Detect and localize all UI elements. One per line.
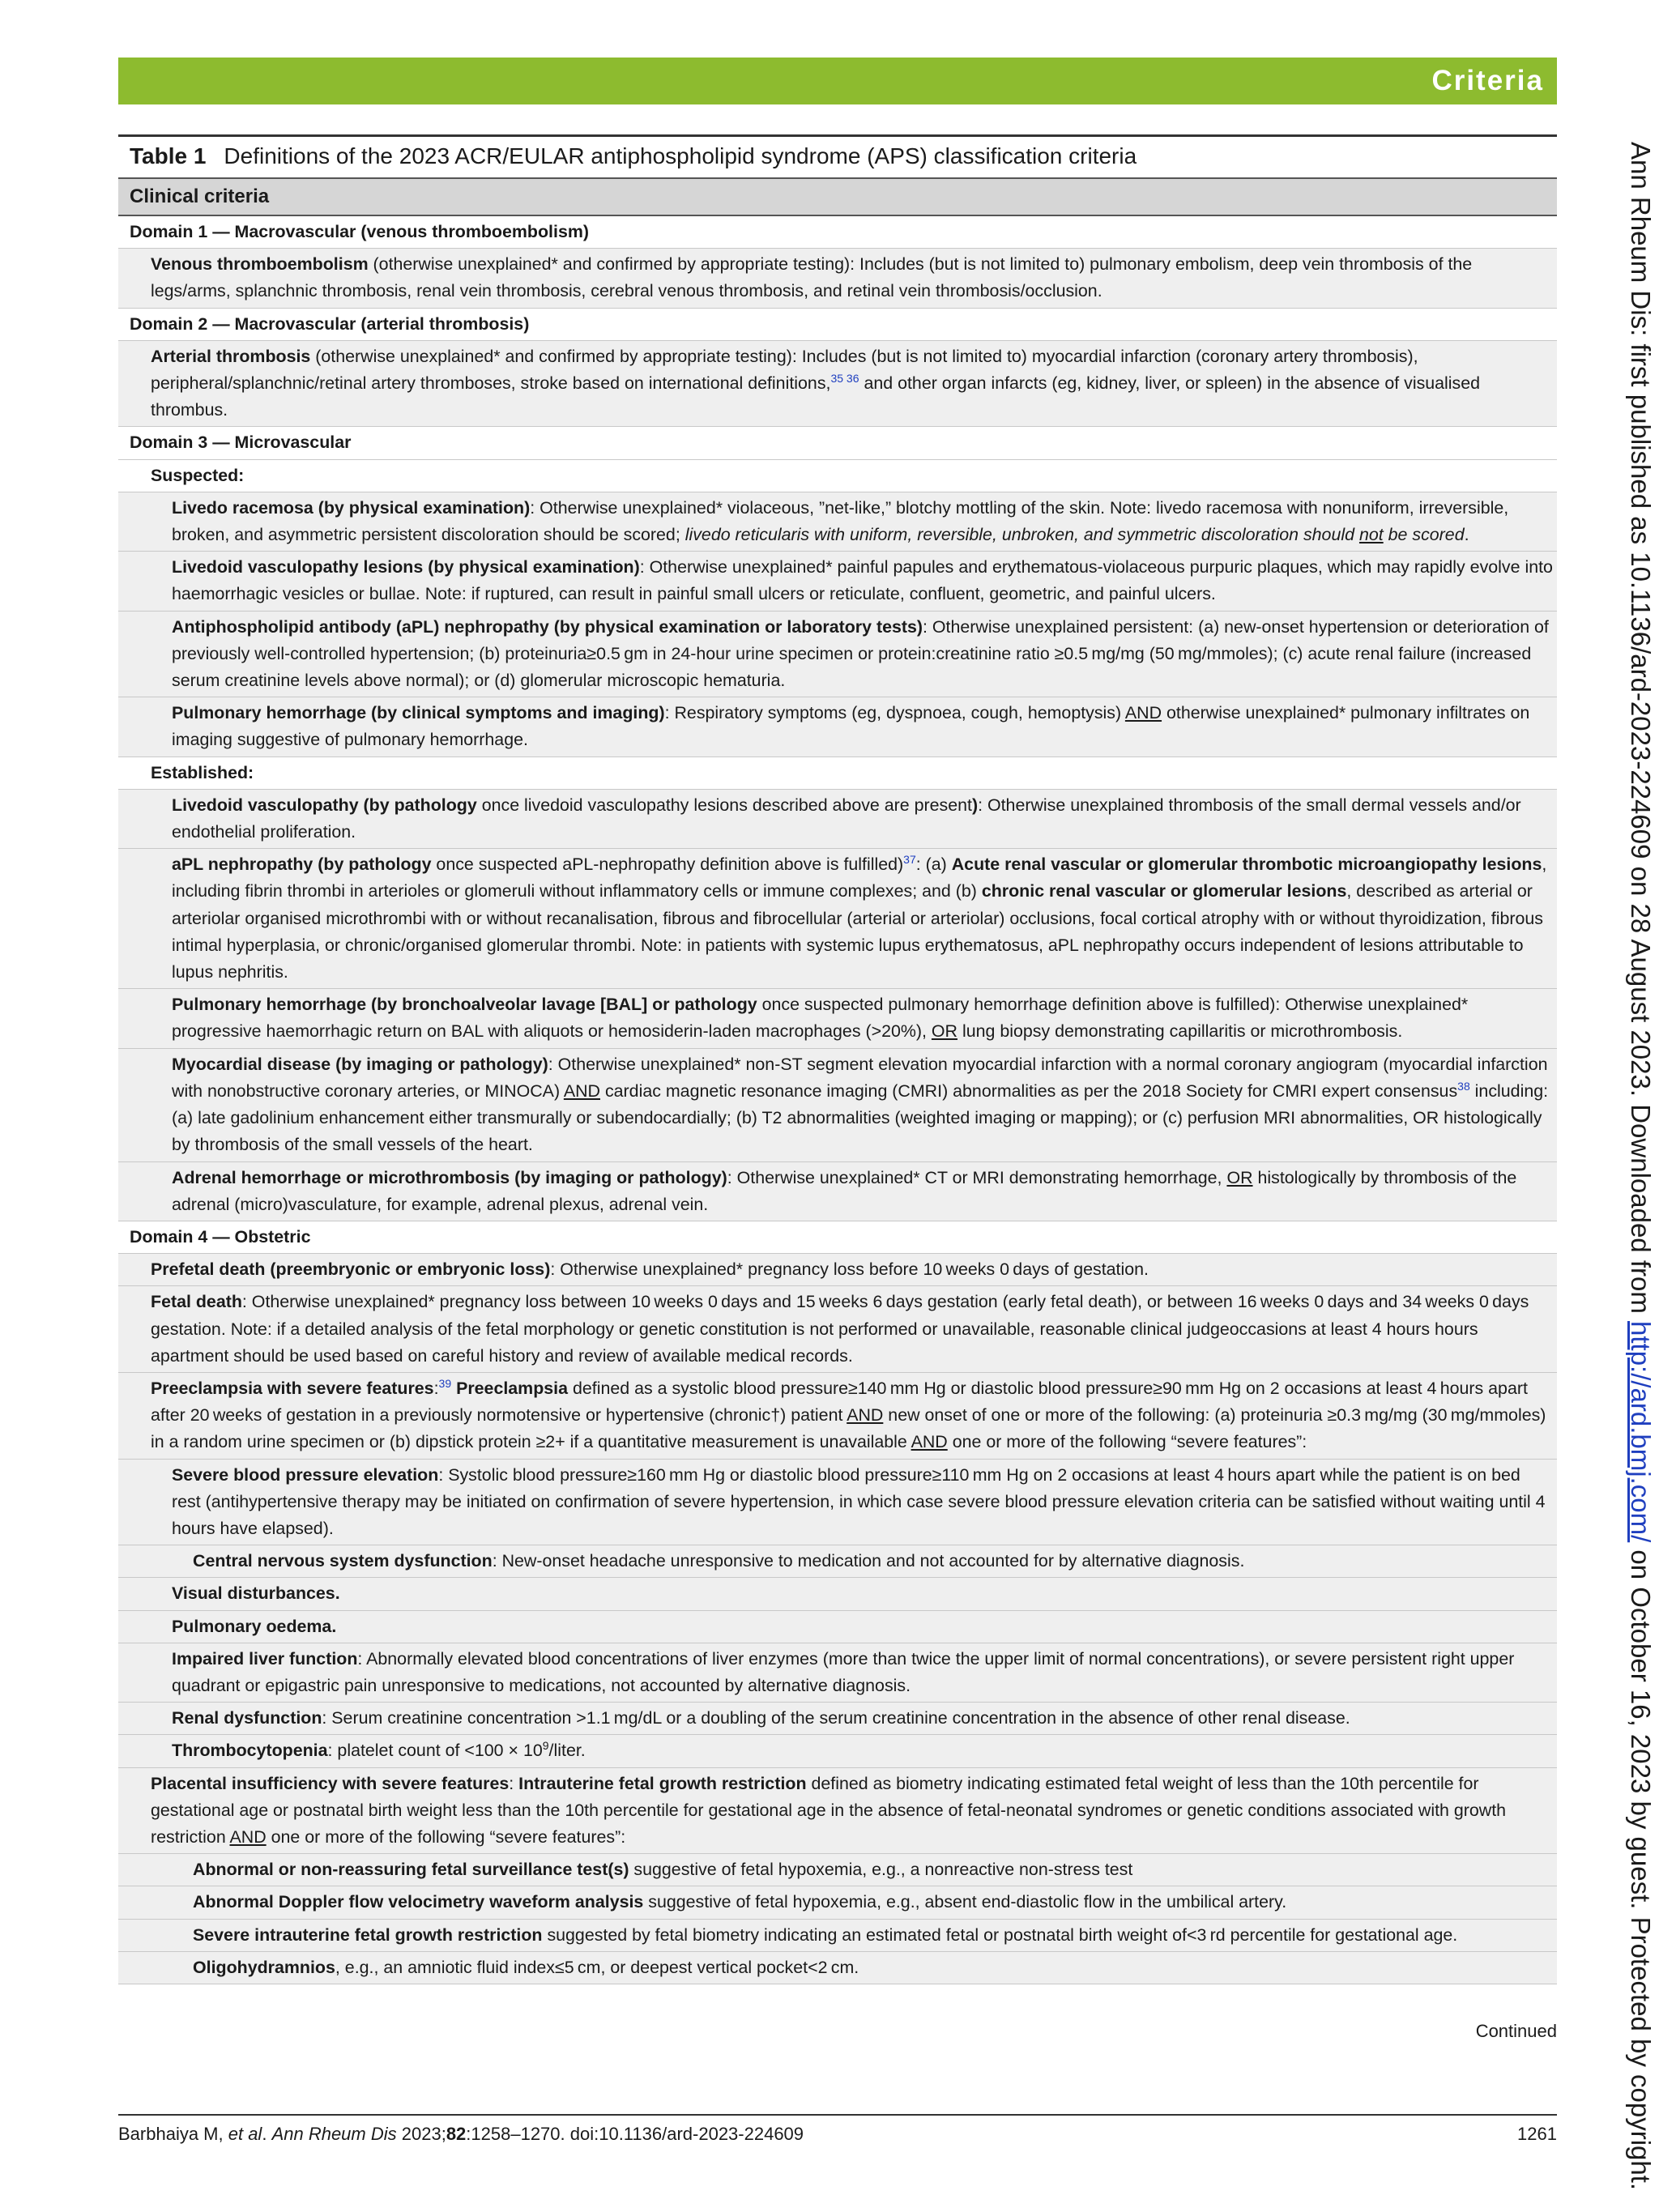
copyright-sidebar [1624, 142, 1659, 2191]
domain-1-heading: Domain 1 — Macrovascular (venous thromboembolism) [118, 216, 1557, 249]
conjunction-and-2: AND [911, 1432, 948, 1452]
feature-severe-iugr [118, 1920, 1557, 1952]
definition: : Otherwise unexplained* CT or MRI demonstrating hemorrhage, [727, 1167, 1227, 1187]
sidebar-text-before: Ann Rheum Dis: first published as 10.1136/ard-2023-224609 on 28 August 2023. Downloaded from [1626, 142, 1656, 1321]
definition-cont-3: , described as arterial or arteriolar organised microthrombi with or without recanalisation, fibrous and fibrocellular (arterial or arteriolar) occlusions, focal cortical atrophy with or without thyroidization, fibrous intimal hyperplasia, or chronic/organised glomerular thrombi. Note: in patients with systemic lupus erythematosus, aPL nephropathy occurs independent of lesions attributable to lupus nephritis. [172, 881, 1543, 982]
domain-4-heading: Domain 4 — Obstetric [118, 1221, 1557, 1254]
definition-cont: lung biopsy demonstrating capillaritis or microthrombosis. [957, 1021, 1403, 1042]
definition: once suspected pulmonary hemorrhage definition above is fulfilled): Otherwise unexplained* progressive haemorrhagic return on BAL with aliquots or hemosiderin-laden macrophages (>20%), [172, 995, 1469, 1042]
citation-sep: . [262, 2124, 272, 2144]
feature-cns-dysfunction [118, 1545, 1557, 1578]
reference-link[interactable]: 39 [438, 1376, 452, 1390]
term: Thrombocytopenia [172, 1741, 328, 1761]
term: aPL nephropathy (by pathology [172, 855, 432, 875]
criterion-apl-nephropathy-established [118, 849, 1557, 989]
definition-cont-2: one or more of the following “severe features”: [947, 1432, 1307, 1452]
criterion-arterial-thrombosis [118, 341, 1557, 428]
criterion-livedoid-lesions [118, 552, 1557, 611]
definition: (otherwise unexplained* and confirmed by appropriate testing): Includes (but is not limited to) pulmonary embolism, deep vein thrombosis of the legs/arms, splanchnic thrombosis, renal vein thrombosis, cerebral venous thrombosis, and retinal vein thrombosis/occlusion. [151, 254, 1473, 301]
definition: suggested by fetal biometry indicating an estimated fetal or postnatal birth weight of<3 rd percentile for gestational age. [542, 1924, 1458, 1945]
sidebar-text-after: on October 16, 2023 by guest. Protected by copyright. [1626, 1542, 1656, 2191]
feature-severe-bp [118, 1460, 1557, 1546]
criterion-placental-insufficiency [118, 1768, 1557, 1855]
feature-pulmonary-oedema: Pulmonary oedema. [118, 1611, 1557, 1643]
definition: : Otherwise unexplained* non-ST segment elevation myocardial infarction with a normal coronary angiogram (myocardial infarction with nonobstructive coronary arteries, or MINOCA) [172, 1054, 1548, 1101]
criterion-pulmonary-hemorrhage-established [118, 989, 1557, 1048]
term: Livedoid vasculopathy (by pathology [172, 795, 477, 815]
term: Fetal death [151, 1292, 242, 1312]
definition: suggestive of fetal hypoxemia, e.g., a nonreactive non-stress test [629, 1860, 1133, 1880]
conjunction-and: AND [847, 1405, 884, 1426]
domain-2-heading: Domain 2 — Macrovascular (arterial thrombosis) [118, 309, 1557, 341]
feature-abnormal-surveillance [118, 1854, 1557, 1886]
table-header: Clinical criteria [118, 177, 1557, 216]
term: Severe intrauterine fetal growth restriction [193, 1924, 543, 1945]
term: Oligohydramnios [193, 1957, 335, 1977]
citation-etal: et al [228, 2124, 262, 2144]
definition: : Otherwise unexplained* pregnancy loss before 10 weeks 0 days of gestation. [550, 1259, 1149, 1280]
conjunction-and: AND [1124, 703, 1162, 723]
section-title: Criteria [1431, 65, 1544, 96]
definition-cont: : (a) [915, 855, 952, 875]
term: Abnormal Doppler flow velocimetry waveform analysis [193, 1892, 644, 1912]
term: Preeclampsia with severe features [151, 1378, 434, 1398]
definition: : Respiratory symptoms (eg, dyspnoea, cough, hemoptysis) [664, 703, 1125, 723]
feature-visual-disturbances: Visual disturbances. [118, 1578, 1557, 1610]
definition: : Systolic blood pressure≥160 mm Hg or diastolic blood pressure≥110 mm Hg on 2 occasions at least 4 hours apart while the patient is on bed rest (antihypertensive therapy may be initiated on confirmation of severe hypertension, in which case severe blood pressure elevation criteria can be satisfied without waiting until 4 hours have elapsed). [172, 1464, 1549, 1538]
citation [118, 2124, 804, 2145]
definition-cont: one or more of the following “severe features”: [266, 1826, 626, 1847]
criterion-myocardial-disease [118, 1049, 1557, 1162]
term: Placental insufficiency with severe features [151, 1773, 510, 1793]
definition-italic: livedo reticularis with uniform, reversible, unbroken, and symmetric discoloration should [684, 525, 1359, 545]
criterion-apl-nephropathy-suspected [118, 612, 1557, 698]
definition-cont-2: including: (a) late gadolinium enhancement either transmurally or subendocardially; (b) T2 abnormalities (weighted imaging or mapping); or (c) perfusion MRI abnormalities, OR histologically by thrombosis of the small vessels of the heart. [172, 1080, 1549, 1155]
section-banner [118, 58, 1557, 104]
definition: : Serum creatinine concentration >1.1 mg/dL or a doubling of the serum creatinine concentration in the absence of other renal disease. [322, 1708, 1350, 1728]
reference-link[interactable]: 35 36 [830, 371, 859, 385]
definition: once suspected aPL-nephropathy definition above is fulfilled) [431, 855, 904, 875]
feature-abnormal-doppler [118, 1886, 1557, 1919]
criterion-livedo-racemosa [118, 492, 1557, 552]
definition-cont: histologically by thrombosis of the adrenal (micro)vasculature, for example, adrenal plexus, adrenal vein. [172, 1167, 1517, 1214]
definition-cont: cardiac magnetic resonance imaging (CMRI) abnormalities as per the 2018 Society for CMRI expert consensus [600, 1080, 1458, 1101]
continued-note: Continued [1475, 2021, 1557, 2041]
definition: : New-onset headache unresponsive to medication and not accounted for by alternative diagnosis. [492, 1551, 1245, 1571]
feature-thrombocytopenia [118, 1735, 1557, 1767]
definition: suggestive of fetal hypoxemia, e.g., absent end-diastolic flow in the umbilical artery. [643, 1892, 1287, 1912]
conjunction-and: AND [229, 1826, 267, 1847]
definition: : Otherwise unexplained persistent: (a) new-onset hypertension or deterioration of previously well-controlled hypertension; (b) proteinuria≥0.5 gm in 24-hour urine specimen or protein:creatinine ratio ≥0.5 mg/mg (50 mg/mmoles); (c) acute renal failure (increased serum creatinine levels above normal); or (d) glomerular microscopic hematuria. [172, 616, 1549, 691]
term: Abnormal or non-reassuring fetal surveillance test(s) [193, 1860, 629, 1880]
definition: defined as a systolic blood pressure≥140 mm Hg or diastolic blood pressure≥90 mm Hg on 2 occasions at least 4 hours apart after 20 weeks of gestation in a previously normotensive or hypertensive (chronic†) patient [151, 1378, 1528, 1426]
term: Pulmonary hemorrhage (by bronchoalveolar lavage [BAL] or pathology [172, 995, 757, 1015]
definition-cont-2: , including fibrin thrombi in arterioles or glomeruli without inflammatory cells or immune complexes; and (b) [172, 855, 1547, 901]
table-label: Table 1 [130, 143, 207, 168]
definition: once livedoid vasculopathy lesions described above are present [476, 795, 972, 815]
definition: : Otherwise unexplained* painful papules and erythematous-violaceous purpuric plaques, which may rapidly evolve into haemorrhagic vesicles or bullae. Note: if ruptured, can result in painful small ulcers or reticulate, confluent, geometric, and painful ulcers. [172, 557, 1553, 604]
term: Pulmonary hemorrhage (by clinical symptoms and imaging) [172, 703, 665, 723]
definition-cont: /liter. [548, 1741, 586, 1761]
table-caption [118, 134, 1557, 177]
feature-impaired-liver [118, 1643, 1557, 1703]
established-heading: Established: [118, 757, 1557, 790]
subterm-chronic: chronic renal vascular or glomerular lesions [981, 881, 1347, 901]
citation-authors: Barbhaiya M, [118, 2124, 228, 2144]
criterion-adrenal-hemorrhage [118, 1162, 1557, 1221]
citation-pages: :1258–1270. doi:10.1136/ard-2023-224609 [466, 2124, 804, 2144]
definition: : Otherwise unexplained* violaceous, ”net-like,” blotchy mottling of the skin. Note: livedo racemosa with nonuniform, irreversible, broken, and asymmetric persistent discoloration should be scored; [172, 497, 1509, 545]
citation-year: 2023; [396, 2124, 446, 2144]
term-close: ) [971, 795, 979, 815]
definition-cont: new onset of one or more of the following: (a) proteinuria ≥0.3 mg/mg (30 mg/mmoles) in a random urine specimen or (b) dipstick protein ≥2+ if a quantitative measurement is unavailable [151, 1405, 1546, 1452]
journal-link[interactable]: http://ard.bmj.com/ [1626, 1321, 1656, 1543]
criterion-livedoid-pathology [118, 790, 1557, 849]
term: Renal dysfunction [172, 1708, 322, 1728]
term: Livedo racemosa (by physical examination) [172, 497, 531, 518]
criterion-preeclampsia: Preeclampsia with severe features:$^{39}$ Preeclampsia defined as a systolic blood pressure≥140 mm Hg or diastolic blood pressure≥90 mm Hg on 2 occasions at least 4 hours apart after 20 weeks of gestation in a previously normotensive or hypertensive (chronic†) patient AND new onset of one or more of the following: (a) proteinuria ≥0.3 mg/mg (30 mg/mmoles) in a random urine specimen or (b) dipstick protein ≥2+ if a quantitative measurement is unavailable AND one or more of the following “severe features”: [118, 1373, 1557, 1460]
term: Adrenal hemorrhage or microthrombosis (by imaging or pathology) [172, 1167, 727, 1187]
feature-renal-dysfunction [118, 1703, 1557, 1735]
definition-end: . [1464, 525, 1469, 545]
definition-cont: and other organ infarcts (eg, kidney, liver, or spleen) in the absence of visualised thrombus. [151, 373, 1481, 420]
criterion-vte [118, 249, 1557, 308]
subterm: Preeclampsia [456, 1378, 569, 1398]
page-number: 1261 [1517, 2124, 1557, 2144]
conjunction-or: OR [931, 1021, 958, 1042]
definition-cont: : Otherwise unexplained thrombosis of the small dermal vessels and/or endothelial proliferation. [172, 795, 1521, 842]
definition: : Otherwise unexplained* pregnancy loss between 10 weeks 0 days and 15 weeks 6 days gestation (early fetal death), or between 16 weeks 0 days and 34 weeks 0 days gestation. Note: if a detailed analysis of the fetal morphology or genetic constitution is not performed or unavailable, reasonable clinical judgeoccasions at least 4 hours hours apartment should be used based on careful history and review of available medical records. [151, 1292, 1529, 1366]
term: Impaired liver function [172, 1648, 358, 1669]
copyright-notice [1624, 142, 1657, 2190]
definition: , e.g., an amniotic fluid index≤5 cm, or deepest vertical pocket<2 cm. [335, 1957, 859, 1977]
separator: : [509, 1773, 519, 1793]
criteria-table [118, 134, 1557, 1984]
definition: : Abnormally elevated blood concentrations of liver enzymes (more than twice the upper limit of normal concentrations), or severe persistent right upper quadrant or epigastric pain unresponsive to medications, not accounted by alternative diagnosis. [172, 1648, 1515, 1695]
citation-volume: 82 [446, 2124, 467, 2144]
term: Arterial thrombosis [151, 346, 311, 366]
domain-3-heading: Domain 3 — Microvascular [118, 427, 1557, 459]
reference-link[interactable]: 38 [1457, 1079, 1470, 1093]
term: Venous thromboembolism [151, 254, 369, 275]
table-title: Definitions of the 2023 ACR/EULAR antiphospholipid syndrome (APS) classification criteria [224, 143, 1137, 168]
exponent: 9 [542, 1739, 549, 1753]
criterion-pulmonary-hemorrhage-suspected [118, 697, 1557, 757]
conjunction-or: OR [1226, 1167, 1253, 1187]
term: Livedoid vasculopathy lesions (by physical examination) [172, 557, 640, 578]
definition-cont: otherwise unexplained* pulmonary infiltrates on imaging suggestive of pulmonary hemorrhage. [172, 703, 1530, 750]
criterion-prefetal-death [118, 1254, 1557, 1286]
criterion-fetal-death [118, 1286, 1557, 1373]
emphasis-not: not [1358, 525, 1384, 545]
citation-journal: Ann Rheum Dis [271, 2124, 397, 2144]
term: Antiphospholipid antibody (aPL) nephropathy (by physical examination or laboratory tests) [172, 616, 923, 637]
term: Prefetal death (preembryonic or embryonic loss) [151, 1259, 551, 1280]
suspected-heading: Suspected: [118, 460, 1557, 492]
conjunction-and: AND [563, 1080, 601, 1101]
term: Severe blood pressure elevation [172, 1464, 439, 1485]
term: Central nervous system dysfunction [193, 1551, 493, 1571]
footer-divider [118, 2114, 1557, 2116]
definition: defined as biometry indicating estimated fetal weight of less than the 10th percentile for gestational age or postnatal birth weight less than the 10th percentile for gestational age in the absence of fetal-neonatal syndromes or genetic conditions associated with growth restriction [151, 1773, 1507, 1847]
reference-link[interactable]: 37 [903, 853, 916, 867]
subterm: Intrauterine fetal growth restriction [518, 1773, 807, 1793]
definition: (otherwise unexplained* and confirmed by appropriate testing): Includes (but is not limited to) myocardial infarction (coronary artery thrombosis), peripheral/splanchnic/retinal artery thromboses, stroke based on international definitions, [151, 346, 1418, 394]
term: Myocardial disease (by imaging or pathology) [172, 1054, 548, 1074]
definition: : platelet count of <100 × 10 [327, 1741, 543, 1761]
feature-oligohydramnios [118, 1952, 1557, 1984]
subterm-acute: Acute renal vascular or glomerular thrombotic microangiopathy lesions [951, 855, 1542, 875]
definition-italic-2: be scored [1383, 525, 1465, 545]
